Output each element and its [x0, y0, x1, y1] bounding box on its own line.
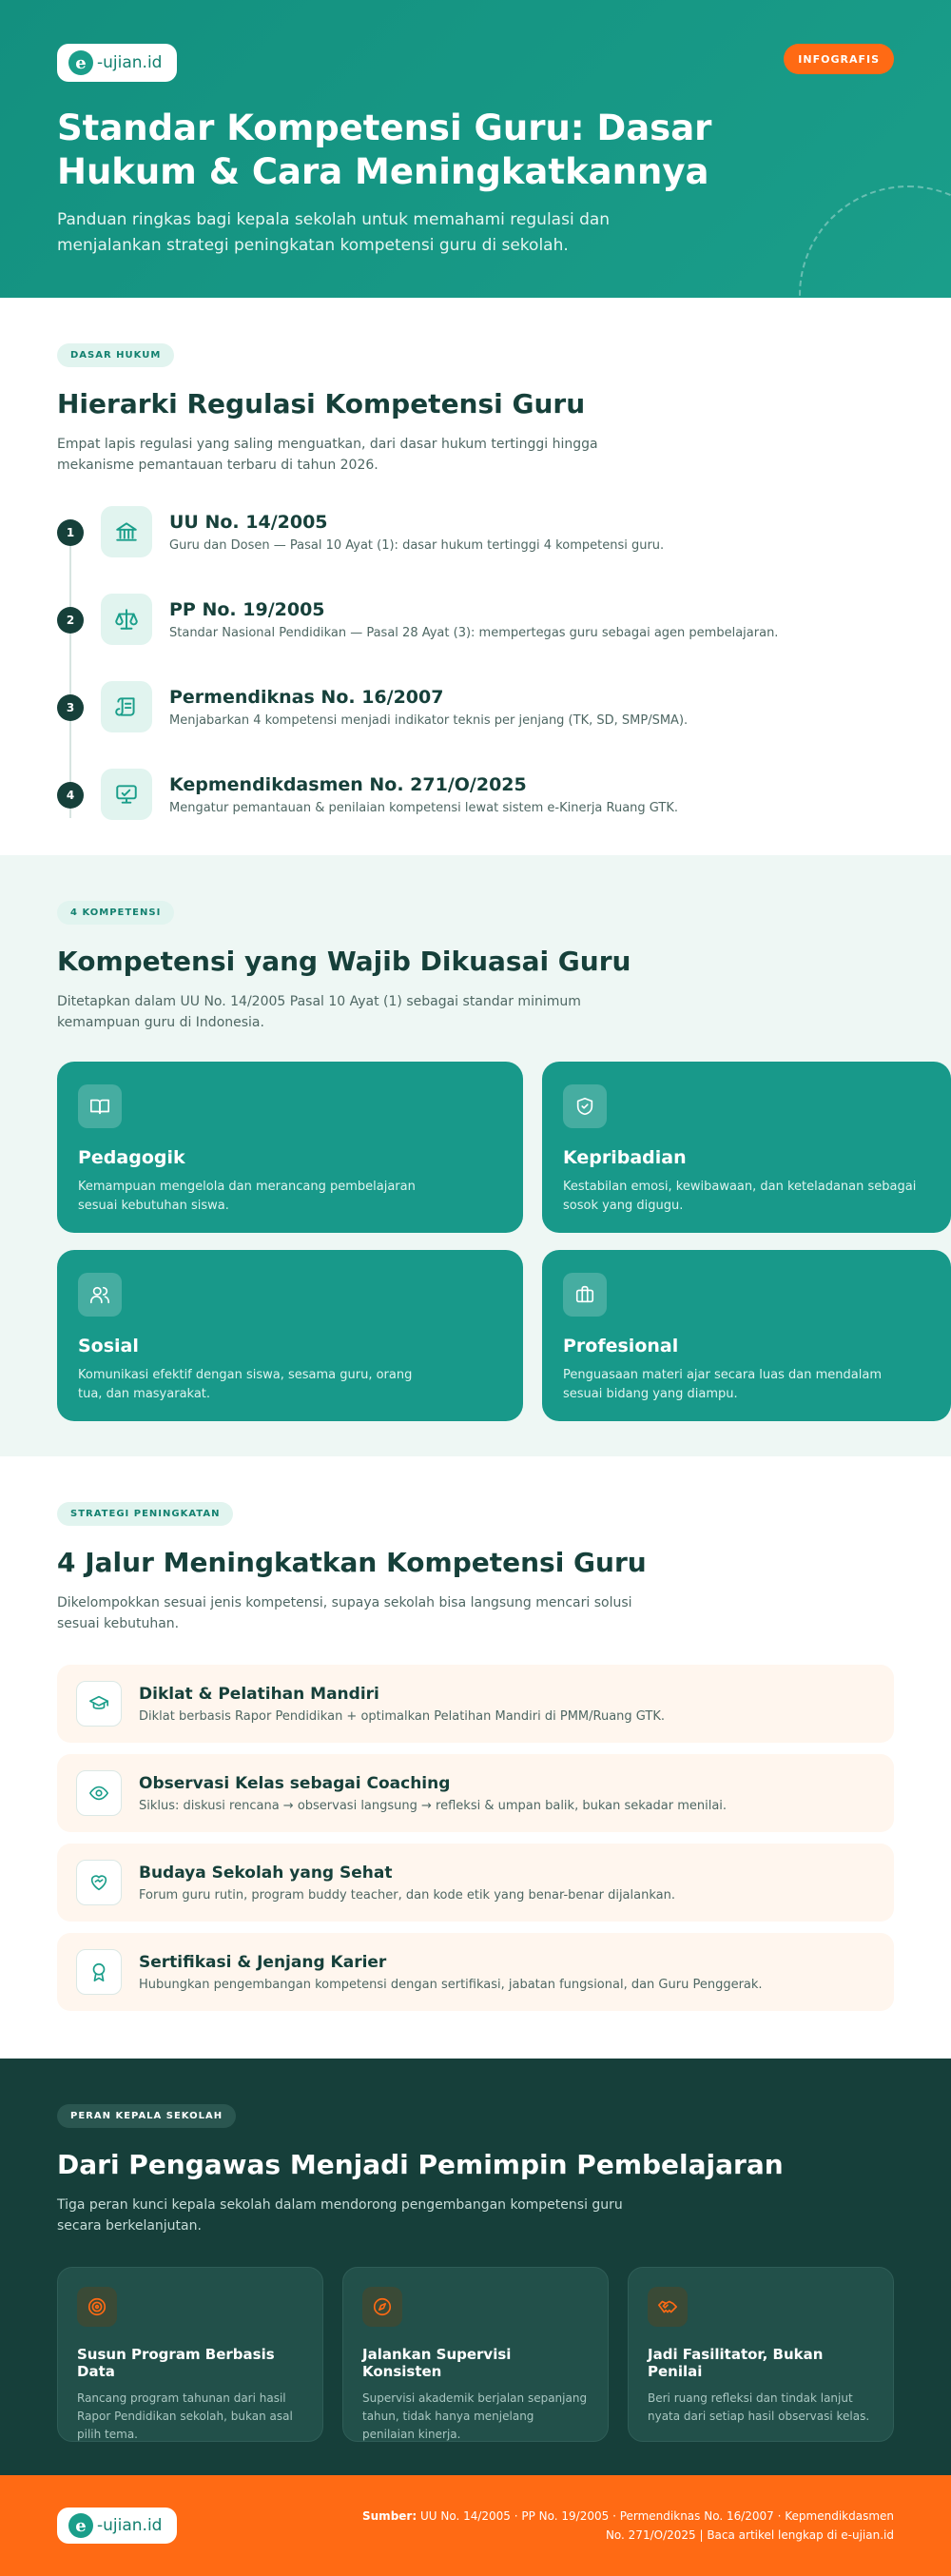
competency-title: Profesional: [563, 1336, 679, 1356]
section-desc: Ditetapkan dalam UU No. 14/2005 Pasal 10 Ayat (1) sebagai standar minimum kemampuan guru di Indonesia.: [57, 994, 581, 1030]
hero-banner: [0, 0, 951, 298]
section-tag: PERAN KEPALA SEKOLAH: [57, 2104, 236, 2128]
competency-title: Sosial: [78, 1336, 139, 1356]
strategy-item: [57, 1844, 894, 1922]
decorative-arc: [799, 185, 951, 298]
footer-logo[interactable]: [57, 2508, 177, 2544]
competency-desc: Penguasaan materi ajar secara luas dan mendalam sesuai bidang yang diampu.: [563, 1368, 882, 1401]
scroll-icon: [101, 681, 152, 732]
book-icon: [78, 1084, 122, 1128]
regulation-hierarchy: [57, 506, 894, 856]
step-number: 1: [57, 519, 84, 546]
section-desc: Tiga peran kunci kepala sekolah dalam mendorong pengembangan kompetensi guru secara berkelanjutan.: [57, 2197, 623, 2234]
strategy-item: [57, 1933, 894, 2011]
role-title: Susun Program Berbasis Data: [77, 2346, 275, 2380]
step-number: 3: [57, 694, 84, 721]
users-icon: [78, 1273, 122, 1317]
role-title: Jadi Fasilitator, Bukan Penilai: [648, 2346, 824, 2380]
source-label: Sumber:: [362, 2509, 417, 2523]
section-title: Hierarki Regulasi Kompetensi Guru: [57, 388, 586, 420]
logo-mark-icon: e: [68, 2513, 93, 2538]
competency-desc: Komunikasi efektif dengan siswa, sesama guru, orang tua, dan masyarakat.: [78, 1368, 413, 1401]
competency-card: [57, 1250, 523, 1421]
role-cards: [57, 2267, 894, 2442]
eye-icon: [76, 1770, 122, 1816]
strategy-list: [57, 1665, 894, 2011]
strategy-item: [57, 1665, 894, 1743]
scale-icon: [101, 594, 152, 645]
institution-icon: [101, 506, 152, 557]
strategy-desc: Forum guru rutin, program buddy teacher, dan kode etik yang benar-benar dijalankan.: [139, 1887, 675, 1903]
source-text-2[interactable]: No. 271/O/2025 | Baca artikel lengkap di e-ujian.id: [605, 2528, 894, 2542]
compass-icon: [362, 2287, 402, 2327]
role-card: [342, 2267, 609, 2442]
regulation-item: [57, 681, 894, 769]
step-number: 4: [57, 782, 84, 809]
target-icon: [77, 2287, 117, 2327]
competency-desc: Kestabilan emosi, kewibawaan, dan keteladanan sebagai sosok yang digugu.: [563, 1180, 917, 1213]
principal-roles-section: [0, 2059, 951, 2475]
strategy-title: Observasi Kelas sebagai Coaching: [139, 1773, 451, 1793]
competency-card: [57, 1062, 523, 1233]
regulation-item: [57, 769, 894, 856]
role-desc: Beri ruang refleksi dan tindak lanjut nyata dari setiap hasil observasi kelas.: [648, 2391, 870, 2423]
regulation-title: Permendiknas No. 16/2007: [169, 687, 444, 708]
regulation-title: PP No. 19/2005: [169, 599, 325, 620]
competency-grid: [57, 1062, 917, 1421]
step-number: 2: [57, 607, 84, 634]
section-desc: Empat lapis regulasi yang saling menguatkan, dari dasar hukum tertinggi hingga mekanisme pemantauan terbaru di tahun 2026.: [57, 437, 598, 473]
strategy-item: [57, 1754, 894, 1832]
competency-card: [542, 1062, 951, 1233]
graduation-cap-icon: [76, 1681, 122, 1727]
heart-handshake-icon: [76, 1860, 122, 1905]
strategy-title: Budaya Sekolah yang Sehat: [139, 1863, 393, 1883]
logo-text: -ujian.id: [97, 2516, 163, 2535]
page-title: Standar Kompetensi Guru: Dasar Hukum & Cara Meningkatkannya: [57, 107, 712, 192]
role-card: [628, 2267, 894, 2442]
competency-title: Kepribadian: [563, 1147, 687, 1168]
regulation-desc: Guru dan Dosen — Pasal 10 Ayat (1): dasar hukum tertinggi 4 kompetensi guru.: [169, 538, 665, 553]
section-title: Kompetensi yang Wajib Dikuasai Guru: [57, 946, 631, 977]
section-tag: STRATEGI PENINGKATAN: [57, 1502, 233, 1526]
regulation-desc: Mengatur pemantauan & penilaian kompetensi lewat sistem e-Kinerja Ruang GTK.: [169, 801, 679, 815]
brand-logo[interactable]: [57, 44, 177, 82]
regulation-title: UU No. 14/2005: [169, 512, 328, 533]
source-text: UU No. 14/2005 · PP No. 19/2005 · Permendiknas No. 16/2007 · Kepmendikdasmen: [419, 2509, 894, 2523]
source-citation: [362, 2507, 894, 2545]
shield-check-icon: [563, 1084, 607, 1128]
regulation-item: [57, 506, 894, 594]
strategy-desc: Diklat berbasis Rapor Pendidikan + optimalkan Pelatihan Mandiri di PMM/Ruang GTK.: [139, 1708, 666, 1724]
competency-card: [542, 1250, 951, 1421]
section-title: Dari Pengawas Menjadi Pemimpin Pembelajaran: [57, 2149, 784, 2180]
logo-text: -ujian.id: [97, 53, 163, 72]
strategy-title: Sertifikasi & Jenjang Karier: [139, 1952, 387, 1972]
infografis-badge: INFOGRAFIS: [784, 44, 894, 74]
strategy-desc: Hubungkan pengembangan kompetensi dengan sertifikasi, jabatan fungsional, dan Guru Penggerak.: [139, 1977, 763, 1992]
strategies-section: [0, 1456, 951, 2059]
role-desc: Rancang program tahunan dari hasil Rapor Pendidikan sekolah, bukan asal pilih tema.: [77, 2391, 293, 2441]
regulation-item: [57, 594, 894, 681]
role-desc: Supervisi akademik berjalan sepanjang tahun, tidak hanya menjelang penilaian kinerja.: [362, 2391, 588, 2441]
section-tag: DASAR HUKUM: [57, 343, 174, 367]
footer: [0, 2475, 951, 2576]
section-tag: 4 KOMPETENSI: [57, 901, 174, 925]
section-desc: Dikelompokkan sesuai jenis kompetensi, supaya sekolah bisa langsung mencari solusi sesuai kebutuhan.: [57, 1595, 632, 1631]
monitor-icon: [101, 769, 152, 820]
regulation-desc: Menjabarkan 4 kompetensi menjadi indikator teknis per jenjang (TK, SD, SMP/SMA).: [169, 713, 689, 728]
role-card: [57, 2267, 323, 2442]
strategy-desc: Siklus: diskusi rencana → observasi langsung → refleksi & umpan balik, bukan sekadar menilai.: [139, 1798, 728, 1813]
competencies-section: [0, 855, 951, 1456]
legal-basis-section: [0, 298, 951, 855]
competency-title: Pedagogik: [78, 1147, 185, 1168]
competency-desc: Kemampuan mengelola dan merancang pembelajaran sesuai kebutuhan siswa.: [78, 1180, 416, 1213]
strategy-title: Diklat & Pelatihan Mandiri: [139, 1684, 379, 1704]
regulation-desc: Standar Nasional Pendidikan — Pasal 28 Ayat (3): mempertegas guru sebagai agen pembelajaran.: [169, 626, 779, 640]
role-title: Jalankan Supervisi Konsisten: [362, 2346, 512, 2380]
handshake-icon: [648, 2287, 688, 2327]
award-icon: [76, 1949, 122, 1995]
section-title: 4 Jalur Meningkatkan Kompetensi Guru: [57, 1547, 647, 1578]
page-subtitle: Panduan ringkas bagi kepala sekolah untuk memahami regulasi dan menjalankan strategi peningkatan kompetensi guru di sekolah.: [57, 210, 611, 255]
briefcase-icon: [563, 1273, 607, 1317]
logo-mark-icon: e: [68, 50, 93, 75]
regulation-title: Kepmendikdasmen No. 271/O/2025: [169, 774, 527, 795]
